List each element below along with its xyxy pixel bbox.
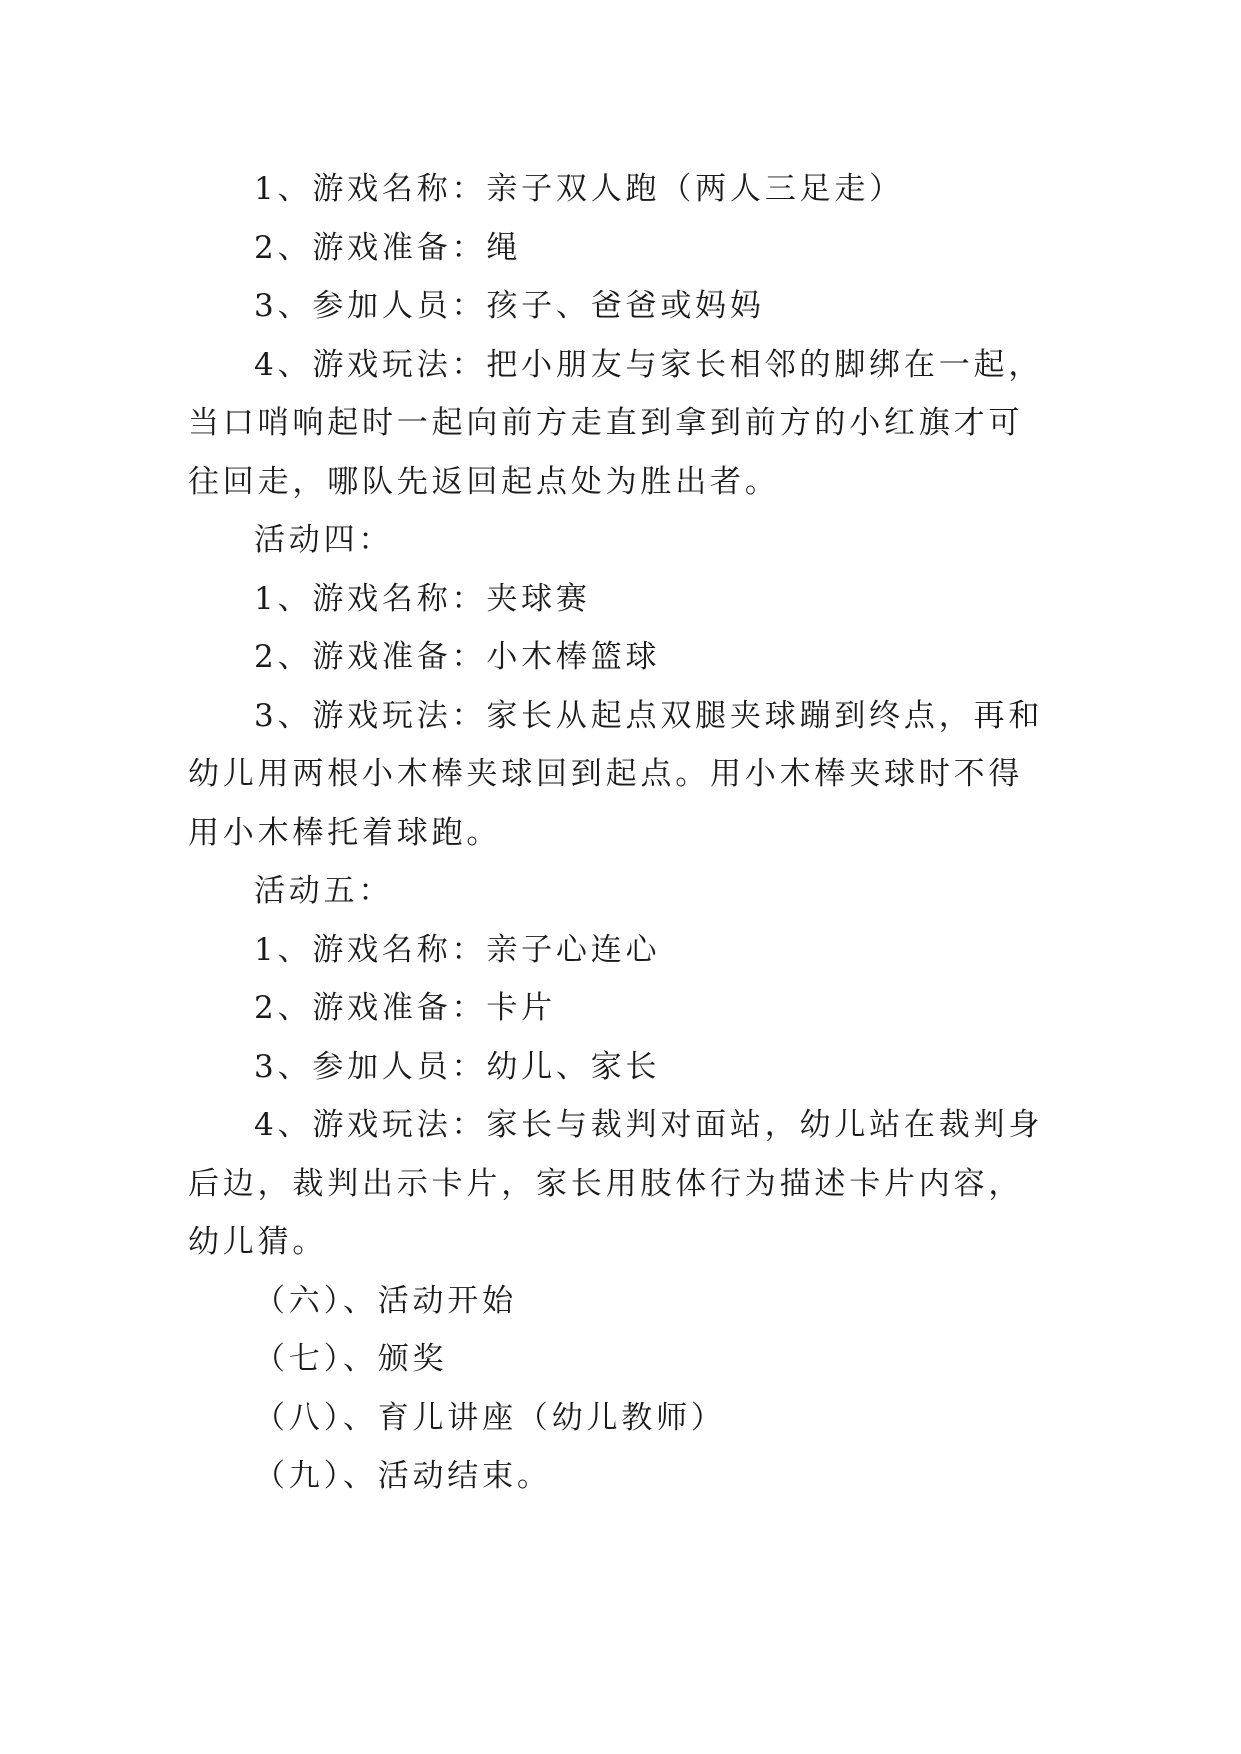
paragraph-game-prep: 2、游戏准备：小木棒篮球 xyxy=(254,639,661,675)
document-body xyxy=(188,160,1053,1506)
paragraph-game-rules: 3、游戏玩法：家长从起点双腿夹球蹦到终点，再和幼儿用两根小木棒夹球回到起点。用小木棒夹球时不得用小木棒托着球跑。 xyxy=(188,697,1044,851)
paragraph-game-rules: 4、游戏玩法：家长与裁判对面站，幼儿站在裁判身后边，裁判出示卡片，家长用肢体行为描述卡片内容，幼儿猜。 xyxy=(188,1107,1044,1260)
paragraph-game-name: 1、游戏名称：夹球赛 xyxy=(254,580,591,617)
paragraph-game-name: 1、游戏名称：亲子心连心 xyxy=(254,931,661,968)
schedule-item-lecture: （八）、育儿讲座（幼儿教师） xyxy=(254,1399,726,1436)
paragraph-game-prep: 2、游戏准备：绳 xyxy=(254,229,522,266)
section-heading-activity-four: 活动四： xyxy=(254,522,394,558)
paragraph-participants: 3、参加人员：幼儿、家长 xyxy=(254,1048,661,1085)
paragraph-game-name: 1、游戏名称：亲子双人跑（两人三足走） xyxy=(254,171,904,207)
paragraph-game-rules: 4、游戏玩法：把小朋友与家长相邻的脚绑在一起，当口哨响起时一起向前方走直到拿到前方的小红旗才可往回走，哪队先返回起点处为胜出者。 xyxy=(188,346,1044,500)
schedule-item-end: （九）、活动结束。 xyxy=(254,1458,552,1494)
schedule-item-start: （六）、活动开始 xyxy=(254,1282,517,1319)
section-heading-activity-five: 活动五： xyxy=(254,873,394,909)
paragraph-participants: 3、参加人员：孩子、爸爸或妈妈 xyxy=(254,288,765,324)
schedule-item-awards: （七）、颁奖 xyxy=(254,1341,448,1377)
paragraph-game-prep: 2、游戏准备：卡片 xyxy=(254,990,556,1026)
